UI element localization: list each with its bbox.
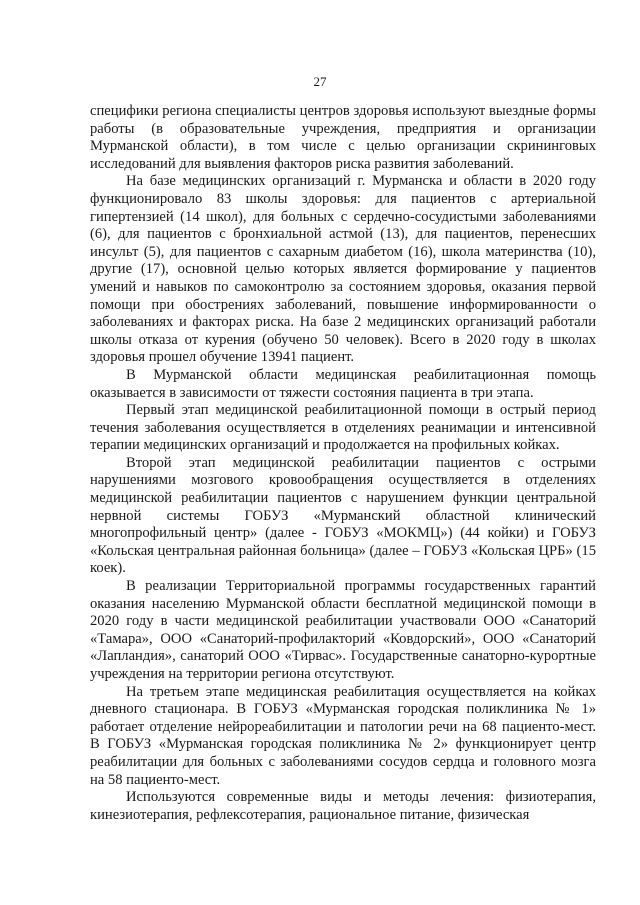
paragraph-7: На третьем этапе медицинская реабилитация осуществляется на койках дневного стационара. В ГОБУЗ «Мурманская городская поликлиника № 1» работает отделение нейрореабилитации и патологии речи на 68 пациенто-мест. В ГОБУЗ «Мурманская городская поликлиника № 2» функционирует центр реабилитации для больных с заболеваниями сосудов сердца и головного мозга на 58 пациенто-мест.: [90, 683, 596, 788]
paragraph-3: В Мурманской области медицинская реабилитационная помощь оказывается в зависимости от тяжести состояния пациента в три этапа.: [90, 366, 596, 401]
paragraph-4: Первый этап медицинской реабилитационной помощи в острый период течения заболевания осуществляется в отделениях реанимации и интенсивной терапии медицинских организаций и продолжается на профильных койках.: [90, 402, 596, 454]
paragraph-2: На базе медицинских организаций г. Мурманска и области в 2020 году функционировало 83 школы здоровья: для пациентов с артериальной гипертензией (14 школ), для больных с сердечно-сосудистыми заболеваниями (6), для пациентов с бронхиальной астмой (13), для пациентов, перенесших инсульт (5), для пациентов с сахарным диабетом (16), школа материнства (10), другие (17), основной целью которых является формирование у пациентов умений и навыков по самоконтролю за состоянием здоровья, оказания первой помощи при обострениях заболеваний, повышение информированности о заболеваниях и факторах риска. На базе 2 медицинских организаций работали школы отказа от курения (обучено 50 человек). Всего в 2020 году в школах здоровья прошел обучение 13941 пациент.: [90, 173, 596, 366]
paragraph-1: специфики региона специалисты центров здоровья используют выездные формы работы (в образовательные учреждения, предприятия и организации Мурманской области), в том числе с целью организации скрининговых исследований для выявления факторов риска развития заболеваний.: [90, 103, 596, 172]
document-body: [90, 103, 596, 824]
paragraph-5: Второй этап медицинской реабилитации пациентов с острыми нарушениями мозгового кровообращения осуществляется в отделениях медицинской реабилитации пациентов с нарушением функции центральной нервной системы ГОБУЗ «Мурманский областной клинический многопрофильный центр» (далее - ГОБУЗ «МОКМЦ») (44 койки) и ГОБУЗ «Кольская центральная районная больница» (далее – ГОБУЗ «Кольская ЦРБ» (15 коек).: [90, 454, 596, 577]
page-number: 27: [313, 74, 327, 89]
paragraph-8: Используются современные виды и методы лечения: физиотерапия, кинезиотерапия, рефлексотерапия, рациональное питание, физическая: [90, 789, 596, 823]
paragraph-6: В реализации Территориальной программы государственных гарантий оказания населению Мурманской области бесплатной медицинской помощи в 2020 году в части медицинской реабилитации участвовали ООО «Санаторий «Тамара», ООО «Санаторий-профилакторий «Ковдорский», ООО «Санаторий «Лапландия», санаторий ООО «Тирвас». Государственные санаторно-курортные учреждения на территории региона отсутствуют.: [90, 578, 596, 682]
